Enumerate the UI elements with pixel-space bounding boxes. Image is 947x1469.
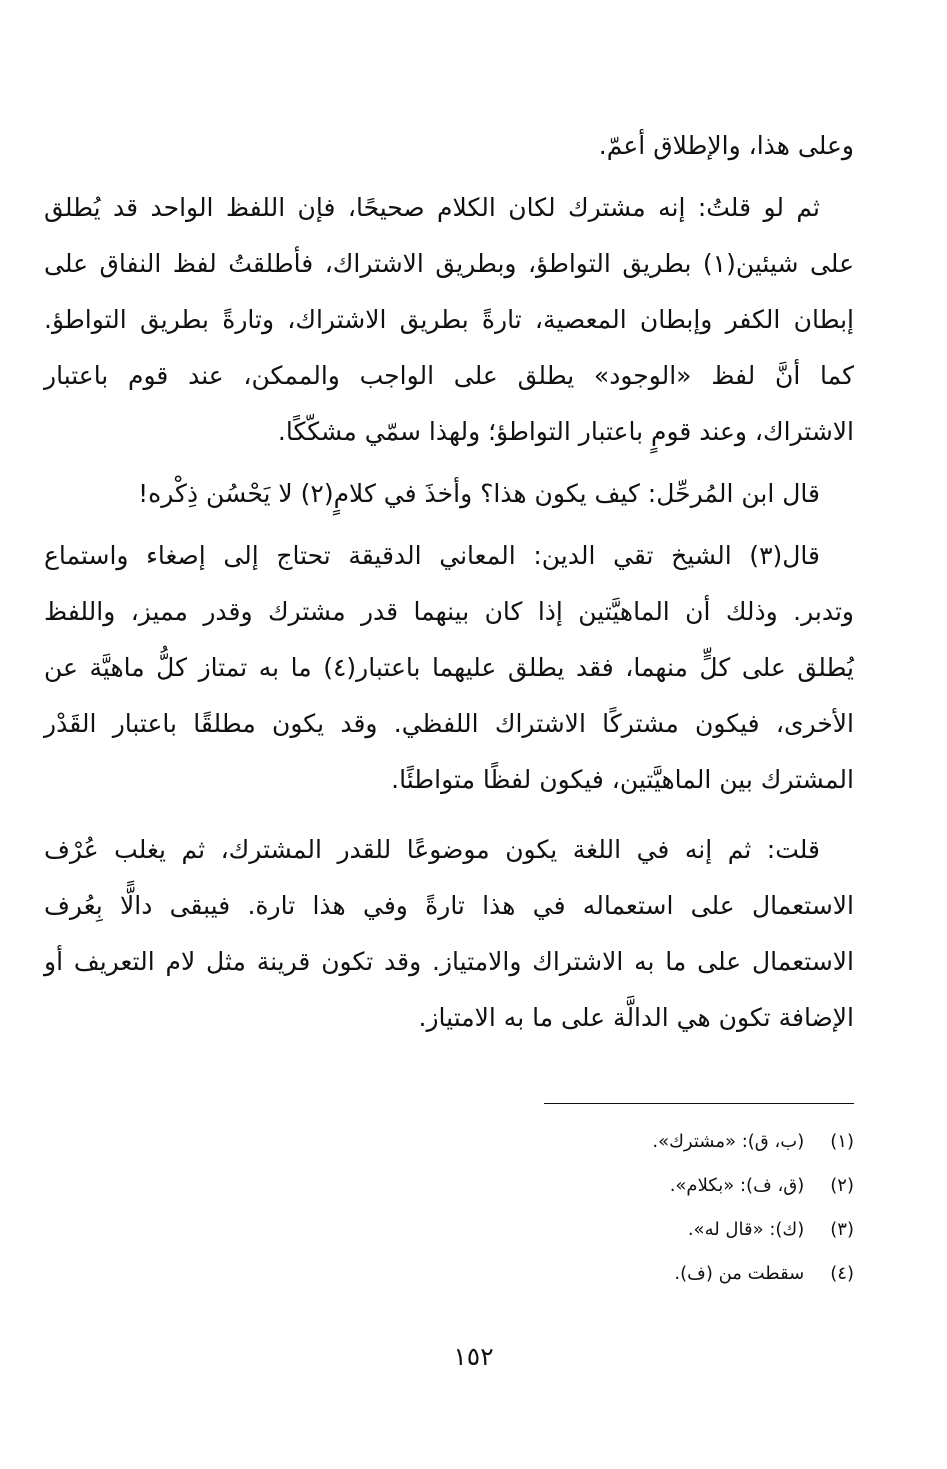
footnote-number: (١)	[830, 1131, 854, 1152]
text-line: الاستعمال على ما به الاشتراك والامتياز. وقد تكون قرينة مثل لام التعريف أو	[44, 947, 854, 976]
page-body	[44, 118, 854, 1052]
text-line: وعلى هذا، والإطلاق أعمّ.	[598, 131, 854, 160]
text-line: الأخرى، فيكون مشتركًا الاشتراك اللفظي. وقد يكون مطلقًا باعتبار القَدْر	[44, 709, 854, 738]
text-line: الاشتراك، وعند قومٍ باعتبار التواطؤ؛ ولهذا سمّي مشكّكًا.	[277, 417, 854, 446]
text-line: قال(٣) الشيخ تقي الدين: المعاني الدقيقة تحتاج إلى إصغاء واستماع	[44, 541, 820, 570]
text-line: ثم لو قلتُ: إنه مشترك لكان الكلام صحيحًا، فإن اللفظ الواحد قد يُطلق	[44, 193, 820, 222]
paragraph-1	[44, 118, 854, 174]
text-line: المشترك بين الماهيَّتين، فيكون لفظًا متواطئًا.	[391, 765, 854, 794]
footnote-separator	[544, 1103, 854, 1104]
footnote-number: (٣)	[830, 1219, 854, 1240]
text-line: على شيئين(١) بطريق التواطؤ، وبطريق الاشتراك، فأطلقتُ لفظ النفاق على	[44, 249, 854, 278]
text-line: الإضافة تكون هي الدالَّة على ما به الامتياز.	[418, 1003, 854, 1032]
text-line: كما أنَّ لفظ «الوجود» يطلق على الواجب والممكن، عند قوم باعتبار	[44, 361, 854, 390]
footnotes	[154, 1120, 854, 1296]
footnote-4	[154, 1252, 854, 1296]
footnote-text: (ك): «قال له».	[687, 1219, 805, 1240]
text-line: يُطلق على كلٍّ منهما، فقد يطلق عليهما باعتبار(٤) ما به تمتاز كلُّ ماهيَّة عن	[44, 653, 854, 682]
paragraph-4	[44, 528, 854, 808]
paragraph-2	[44, 180, 854, 460]
paragraph-3	[44, 466, 854, 522]
text-line: الاستعمال على استعماله في هذا تارةً وفي هذا تارة. فيبقى دالًّا بِعُرف	[44, 891, 854, 920]
footnote-text: (ب، ق): «مشترك».	[652, 1131, 805, 1152]
footnote-2	[154, 1164, 854, 1208]
footnote-text: سقطت من (ف).	[674, 1263, 805, 1284]
footnote-text: (ق، ف): «بكلام».	[669, 1175, 805, 1196]
text-line: قلت: ثم إنه في اللغة يكون موضوعًا للقدر المشترك، ثم يغلب عُرْف	[44, 835, 820, 864]
text-line: قال ابن المُرحِّل: كيف يكون هذا؟ وأخذَ في كلامٍ(٢) لا يَحْسُن ذِكْره!	[138, 479, 820, 508]
footnote-number: (٢)	[830, 1175, 854, 1196]
footnote-1	[154, 1120, 854, 1164]
text-line: وتدبر. وذلك أن الماهيَّتين إذا كان بينهما قدر مشترك وقدر مميز، واللفظ	[44, 597, 854, 626]
page-number: ١٥٢	[453, 1342, 494, 1371]
paragraph-5	[44, 822, 854, 1046]
footnote-number: (٤)	[830, 1263, 854, 1284]
footnote-3	[154, 1208, 854, 1252]
text-line: إبطان الكفر وإبطان المعصية، تارةً بطريق الاشتراك، وتارةً بطريق التواطؤ.	[44, 305, 854, 334]
